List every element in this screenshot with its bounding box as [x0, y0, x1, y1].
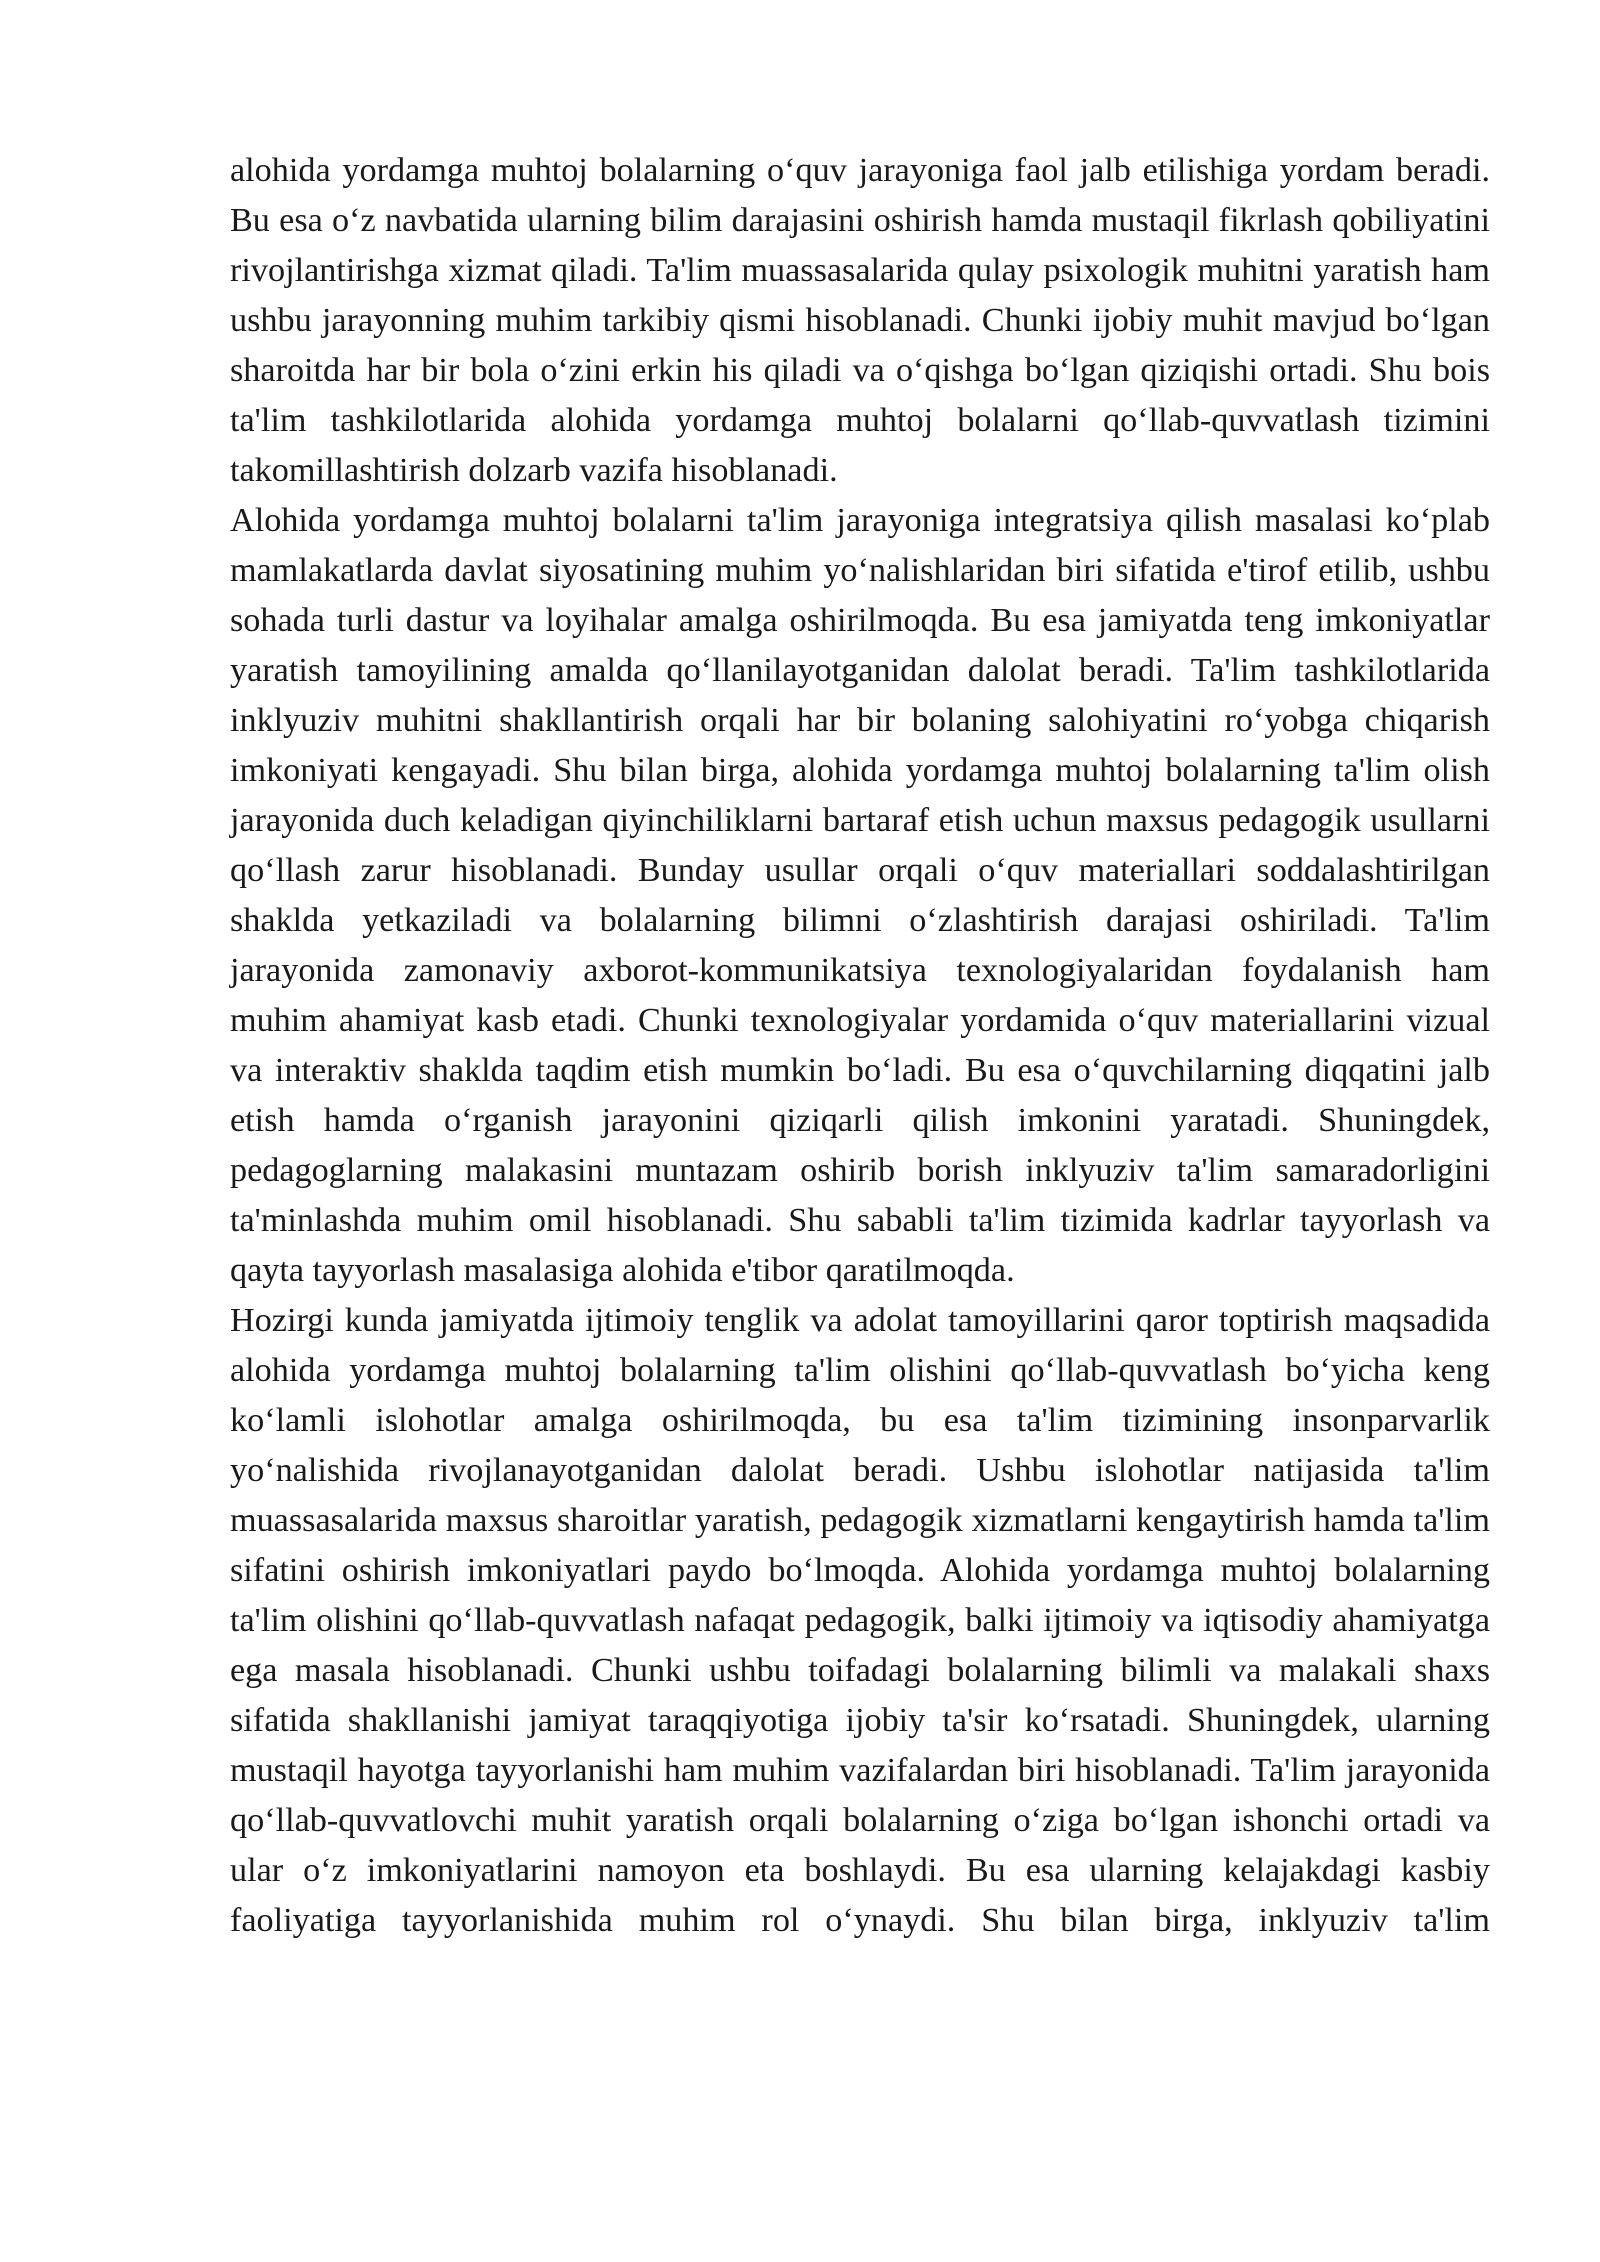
paragraph-1: alohida yordamga muhtoj bolalarning o‘quv jarayoniga faol jalb etilishiga yordam beradi. Bu esa o‘z navbatida ularning bilim darajasini oshirish hamda mustaqil fikrlash qobiliyatini rivojlantirishga xizmat qiladi. Ta'lim muassasalarida qulay psixologik muhitni yaratish ham ushbu jarayonning muhim tarkibiy qismi hisoblanadi. Chunki ijobiy muhit mavjud bo‘lgan sharoitda har bir bola o‘zini erkin his qiladi va o‘qishga bo‘lgan qiziqishi ortadi. Shu bois ta'lim tashkilotlarida alohida yordamga muhtoj bolalarni qo‘llab-quvvatlash tizimini takomillashtirish dolzarb vazifa hisoblanadi. — [230, 152, 1490, 489]
paragraph-3: Hozirgi kunda jamiyatda ijtimoiy tenglik va adolat tamoyillarini qaror toptirish maqsadida alohida yordamga muhtoj bolalarning ta'lim olishini qo‘llab-quvvatlash bo‘yicha keng ko‘lamli islohotlar amalga oshirilmoqda, bu esa ta'lim tizimining insonparvarlik yo‘nalishida rivojlanayotganidan dalolat beradi. Ushbu islohotlar natijasida ta'lim muassasalarida maxsus sharoitlar yaratish, pedagogik xizmatlarni kengaytirish hamda ta'lim sifatini oshirish imkoniyatlari paydo bo‘lmoqda. Alohida yordamga muhtoj bolalarning ta'lim olishini qo‘llab-quvvatlash nafaqat pedagogik, balki ijtimoiy va iqtisodiy ahamiyatga ega masala hisoblanadi. Chunki ushbu toifadagi bolalarning bilimli va malakali shaxs sifatida shakllanishi jamiyat taraqqiyotiga ijobiy ta'sir ko‘rsatadi. Shuningdek, ularning mustaqil hayotga tayyorlanishi ham muhim vazifalardan biri hisoblanadi. Ta'lim jarayonida qo‘llab-quvvatlovchi muhit yaratish orqali bolalarning o‘ziga bo‘lgan ishonchi ortadi va ular o‘z imkoniyatlarini namoyon eta boshlaydi. Bu esa ularning kelajakdagi kasbiy faoliyatiga tayyorlanishida muhim rol o‘ynaydi. Shu bilan birga, inklyuziv ta'lim — [230, 1302, 1490, 1939]
document-body — [230, 146, 1490, 1946]
paragraph-2: Alohida yordamga muhtoj bolalarni ta'lim jarayoniga integratsiya qilish masalasi ko‘plab mamlakatlarda davlat siyosatining muhim yo‘nalishlaridan biri sifatida e'tirof etilib, ushbu sohada turli dastur va loyihalar amalga oshirilmoqda. Bu esa jamiyatda teng imkoniyatlar yaratish tamoyilining amalda qo‘llanilayotganidan dalolat beradi. Ta'lim tashkilotlarida inklyuziv muhitni shakllantirish orqali har bir bolaning salohiyatini ro‘yobga chiqarish imkoniyati kengayadi. Shu bilan birga, alohida yordamga muhtoj bolalarning ta'lim olish jarayonida duch keladigan qiyinchiliklarni bartaraf etish uchun maxsus pedagogik usullarni qo‘llash zarur hisoblanadi. Bunday usullar orqali o‘quv materiallari soddalashtirilgan shaklda yetkaziladi va bolalarning bilimni o‘zlashtirish darajasi oshiriladi. Ta'lim jarayonida zamonaviy axborot-kommunikatsiya texnologiyalaridan foydalanish ham muhim ahamiyat kasb etadi. Chunki texnologiyalar yordamida o‘quv materiallarini vizual va interaktiv shaklda taqdim etish mumkin bo‘ladi. Bu esa o‘quvchilarning diqqatini jalb etish hamda o‘rganish jarayonini qiziqarli qilish imkonini yaratadi. Shuningdek, pedagoglarning malakasini muntazam oshirib borish inklyuziv ta'lim samaradorligini ta'minlashda muhim omil hisoblanadi. Shu sababli ta'lim tizimida kadrlar tayyorlash va qayta tayyorlash masalasiga alohida e'tibor qaratilmoqda. — [230, 502, 1490, 1289]
